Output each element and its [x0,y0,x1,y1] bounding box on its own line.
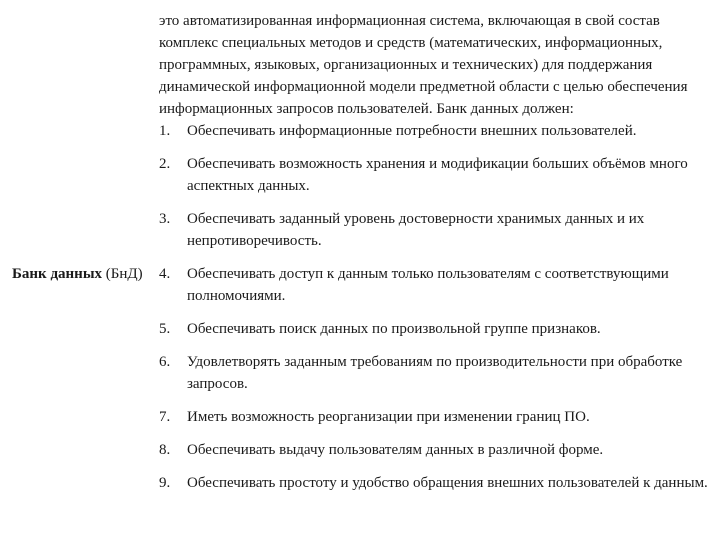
requirements-list [159,120,719,494]
list-item [159,351,719,395]
item-number: 3. [159,211,171,227]
item-number: 5. [159,321,171,337]
item-text: Удовлетворять заданным требованиям по производительности при обработке запросов. [187,354,683,392]
list-item [159,208,719,252]
item-text: Иметь возможность реорганизации при изменении границ ПО. [187,409,590,425]
item-text: Обеспечивать доступ к данным только пользователям с соответствующими полномочиями. [187,266,669,304]
item-number: 2. [159,156,171,172]
item-number: 8. [159,442,171,458]
item-number: 9. [159,475,171,491]
item-text: Обеспечивать заданный уровень достоверности хранимых данных и их непротиворечивость. [187,211,645,249]
item-text: Обеспечивать простоту и удобство обращения внешних пользователей к данным. [187,475,708,491]
list-item [159,472,719,494]
item-number: 1. [159,123,171,139]
term-name: Банк данных [12,266,103,282]
list-item [159,153,719,197]
definition-intro: это автоматизированная информационная система, включающая в свой состав комплекс специальных методов и средств (математических, информационных, программных, языковых, организационных и технических) для поддержания динамической информационной модели предметной области с целью обеспечения информационных запросов пользователей. Банк данных должен: [159,13,688,117]
list-item [159,263,719,307]
item-text: Обеспечивать возможность хранения и модификации больших объёмов много аспектных данных. [187,156,688,194]
list-item [159,439,719,461]
list-item [159,120,719,142]
term-label [12,264,143,284]
term-abbreviation: (БнД) [105,266,143,282]
list-item [159,406,719,428]
list-item [159,318,719,340]
item-text: Обеспечивать поиск данных по произвольной группе признаков. [187,321,601,337]
item-number: 4. [159,266,171,282]
definition-block [159,10,719,494]
item-number: 7. [159,409,171,425]
item-text: Обеспечивать выдачу пользователям данных в различной форме. [187,442,604,458]
item-number: 6. [159,354,171,370]
item-text: Обеспечивать информационные потребности внешних пользователей. [187,123,637,139]
